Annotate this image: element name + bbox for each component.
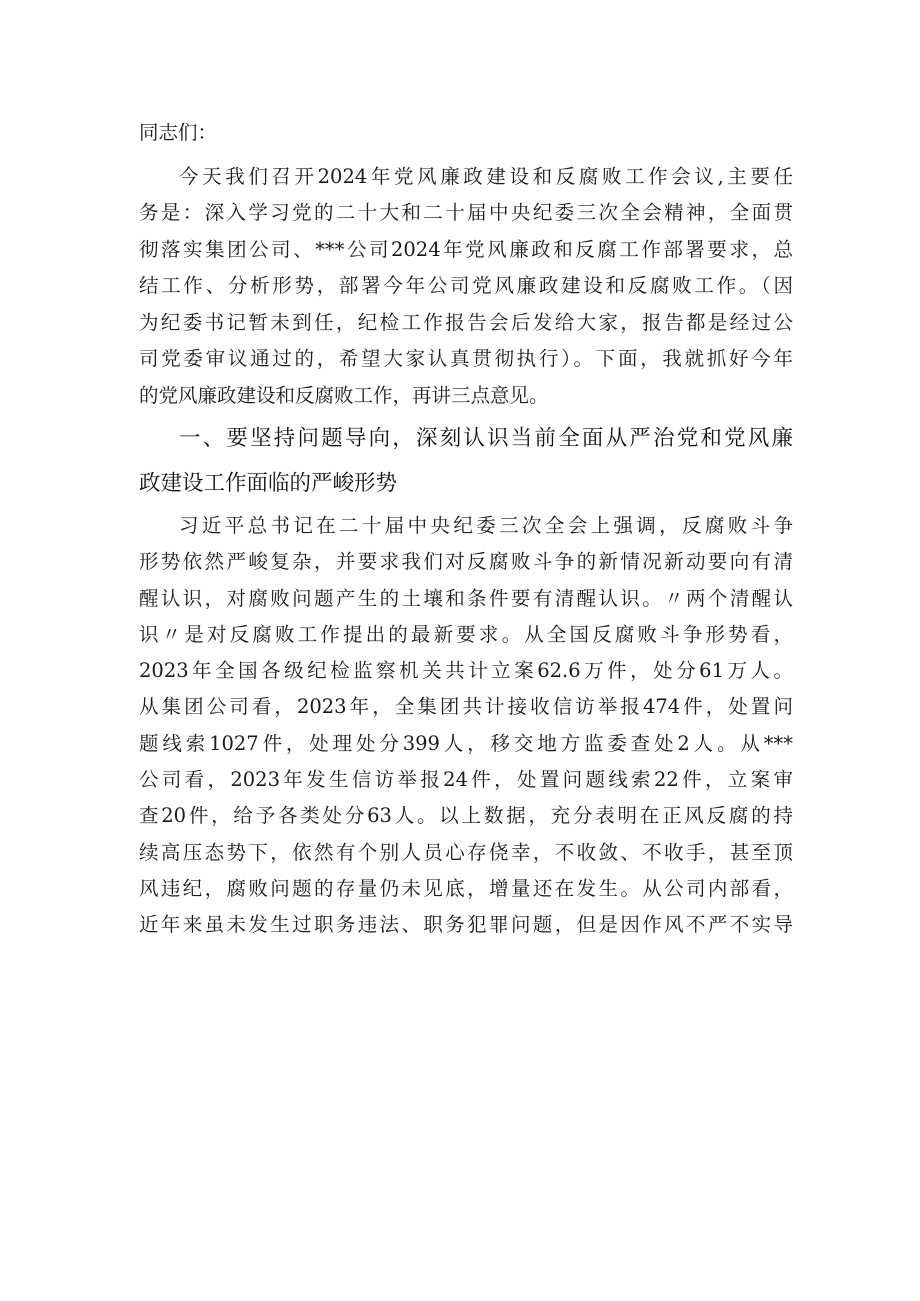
intro-paragraph (139, 159, 793, 415)
paragraph-line: 查20件，给予各类处分63人。以上数据，充分表明在正风反腐的持 (139, 804, 793, 828)
paragraph-line: 今天我们召开2024年党风廉政建设和反腐败工作会议,主要任 (179, 164, 793, 188)
paragraph-line: 的党风廉政建设和反腐败工作，再讲三点意见。 (139, 383, 549, 407)
paragraph-line: 风违纪，腐败问题的存量仍未见底，增量还在发生。从公司内部看， (139, 876, 793, 900)
section-heading (139, 416, 793, 506)
paragraph-line: 识〃是对反腐败工作提出的最新要求。从全国反腐败斗争形势看， (139, 622, 793, 646)
spacer (139, 152, 793, 159)
paragraph-line: 公司看，2023年发生信访举报24件，处置问题线索22件，立案审 (139, 768, 793, 792)
paragraph-line: 从集团公司看，2023年，全集团共计接收信访举报474件，处置问 (139, 695, 793, 719)
paragraph-line: 司党委审议通过的，希望大家认真贯彻执行）。下面，我就抓好今年 (139, 347, 793, 370)
paragraph-line: 务是：深入学习党的二十大和二十届中央纪委三次全会精神，全面贯 (139, 201, 793, 224)
paragraph-line: 为纪委书记暂未到任，纪检工作报告会后发给大家，报告都是经过公 (139, 310, 793, 334)
heading-line: 一、要坚持问题导向，深刻认识当前全面从严治党和党风廉 (179, 426, 793, 451)
paragraph-line: 彻落实集团公司、***公司2024年党风廉政和反腐工作部署要求，总 (139, 237, 793, 261)
paragraph-line: 题线索1027件，处理处分399人，移交地方监委查处2人。从*** (139, 731, 793, 755)
paragraph-line: 习近平总书记在二十届中央纪委三次全会上强调，反腐败斗争 (179, 514, 793, 537)
paragraph-line: 续高压态势下，依然有个别人员心存侥幸，不收敛、不收手，甚至顶 (139, 840, 793, 864)
paragraph-line: 2023年全国各级纪检监察机关共计立案62.6万件，处分61万人。 (139, 659, 793, 683)
document-body (139, 115, 793, 944)
paragraph-line: 近年来虽未发生过职务违法、职务犯罪问题，但是因作风不严不实导 (139, 913, 793, 937)
paragraph-line: 形势依然严峻复杂，并要求我们对反腐败斗争的新情况新动要向有清 (139, 550, 793, 574)
paragraph-line: 结工作、分析形势，部署今年公司党风廉政建设和反腐败工作。（因 (139, 274, 793, 297)
section-paragraph (139, 508, 793, 944)
heading-line: 政建设工作面临的严峻形势 (139, 471, 398, 496)
salutation: 同志们： (139, 121, 218, 144)
paragraph-line: 醒认识，对腐败问题产生的土壤和条件要有清醒认识。〃两个清醒认 (139, 586, 793, 610)
